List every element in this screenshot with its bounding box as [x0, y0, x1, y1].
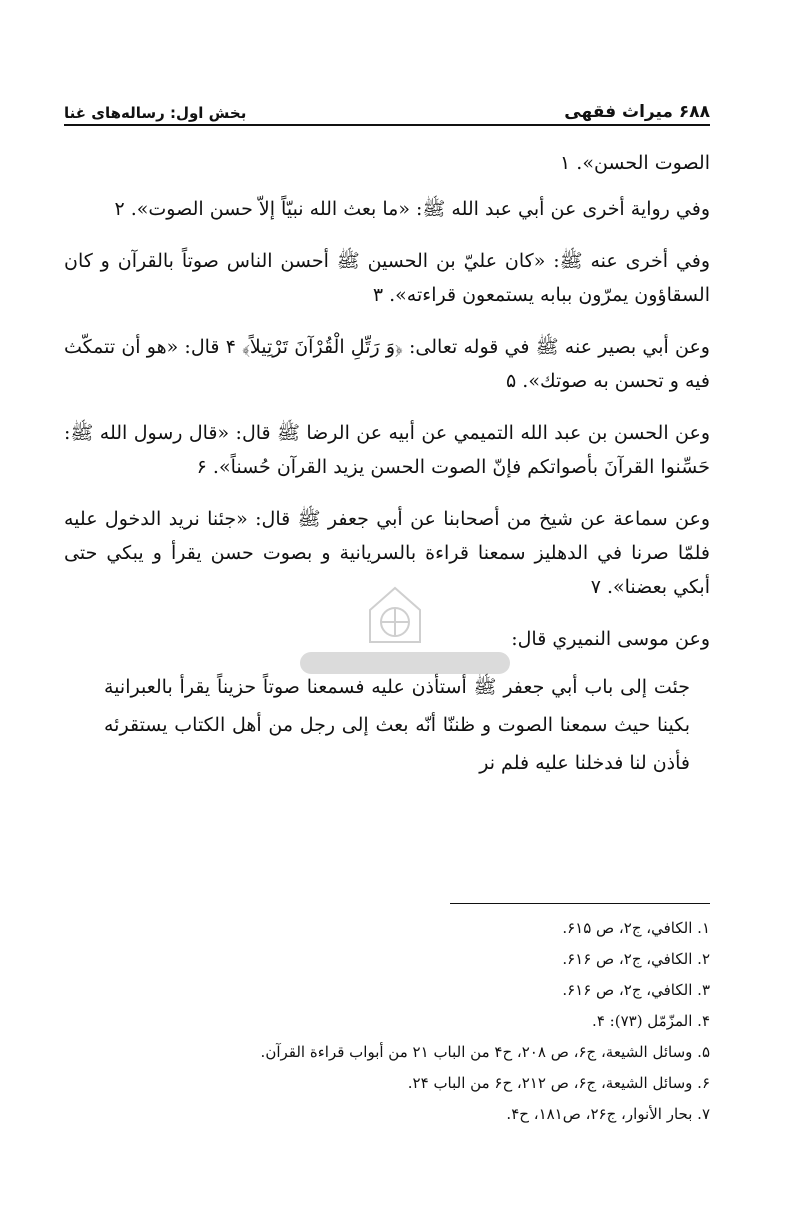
- footnotes: [64, 914, 710, 1131]
- page-number-and-title: ۶۸۸ میراث فقهی: [564, 102, 710, 122]
- block-quote: جئت إلى باب أبي جعفر ﷺ أستأذن عليه فسمعنا صوتاً حزيناً يقرأ بالعبرانية بكينا حيث سمعنا الصوت و ظننّا أنّه بعث إلى رجل من أهل الكتاب يستقرئه فأذن لنا فدخلنا عليه فلم نر: [104, 676, 690, 774]
- footnote-item: ۲. الكافي، ج۲، ص ۶۱۶.: [562, 950, 710, 968]
- paragraph-3: وفي أخرى عنه ﷺ: «كان عليّ بن الحسين ﷺ أحسن الناس صوتاً بالقرآن و كان السقاؤون يمرّون ببابه يستمعون قراءته». ۳: [64, 250, 710, 306]
- footnote-item: ۶. وسائل الشيعة، ج۶، ص ۲۱۲، ح۶ من الباب ۲۴.: [407, 1074, 710, 1092]
- header-rule: [64, 124, 710, 126]
- footnote-item: ۳. الكافي، ج۲، ص ۶۱۶.: [562, 981, 710, 999]
- footnote-item: ۵. وسائل الشيعة، ج۶، ص ۲۰۸، ح۴ من الباب ۲۱ من أبواب قراءة القرآن.: [260, 1043, 710, 1061]
- main-text: [64, 146, 710, 800]
- page-header: [64, 82, 710, 122]
- running-title-section: بخش اول: رساله‌های غنا: [64, 104, 247, 122]
- paragraph-5: وعن الحسن بن عبد الله التميمي عن أبيه عن الرضا ﷺ قال: «قال رسول الله ﷺ: حَسِّنوا القرآنَ بأصواتكم فإنّ الصوت الحسن يزيد القرآن حُسناً». ۶: [64, 422, 710, 478]
- paragraph-2: وفي رواية أخرى عن أبي عبد الله ﷺ: «ما بعث الله نبيّاً إلاّ حسن الصوت». ۲: [114, 198, 710, 220]
- paragraph-6: وعن سماعة عن شيخ من أصحابنا عن أبي جعفر ﷺ قال: «جئنا نريد الدخول عليه فلمّا صرنا في الدهليز سمعنا قراءة بالسريانية و بصوت حسن يقرأ و يبكي حتى أبكي بعضنا». ۷: [64, 508, 710, 598]
- paragraph-7: وعن موسى النميري قال:: [511, 628, 710, 650]
- footnote-item: ۴. المزّمّل (۷۳): ۴.: [592, 1012, 710, 1030]
- footnote-rule: [450, 903, 710, 904]
- footnote-item: ۱. الكافي، ج۲، ص ۶۱۵.: [562, 919, 710, 937]
- paragraph-1: الصوت الحسن». ۱: [560, 152, 710, 174]
- paragraph-4: وعن أبي بصير عنه ﷺ في قوله تعالى: ﴿وَ رَتِّلِ الْقُرْآنَ تَرْتِيلاً﴾ ۴ قال: «هو أن تتمكّث فيه و تحسن به صوتك». ۵: [64, 336, 710, 392]
- running-title-page: [564, 102, 710, 122]
- footnote-item: ۷. بحار الأنوار، ج۲۶، ص۱۸۱، ح۴.: [506, 1105, 710, 1123]
